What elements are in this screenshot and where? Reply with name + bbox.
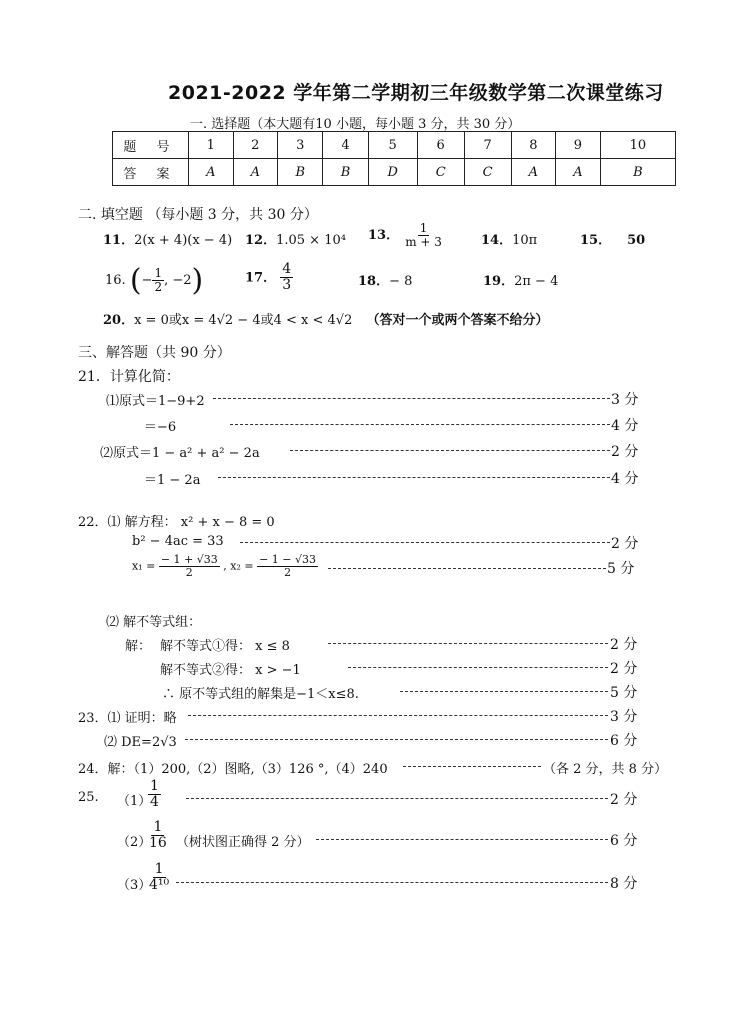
q13-number: 13． xyxy=(368,228,400,244)
table-row xyxy=(113,159,676,186)
q22-x2-numerator: − 1 − √33 xyxy=(259,553,317,566)
q17 xyxy=(245,262,293,294)
dash-leader xyxy=(176,882,608,883)
q15-number: 15． xyxy=(580,233,612,248)
q16-denominator: 2 xyxy=(154,280,163,294)
q25-part1-numerator: 1 xyxy=(150,778,159,794)
dash-leader xyxy=(185,739,608,740)
q25-part1-label: （1） xyxy=(117,794,152,809)
table-cell: 7 xyxy=(464,132,511,159)
q16-close-paren: ) xyxy=(191,263,204,298)
q21-line3-score: 2 分 xyxy=(611,444,639,460)
q16 xyxy=(105,263,203,298)
dash-leader xyxy=(328,643,608,644)
q11-answer: 2(x + 4)(x − 4) xyxy=(134,233,233,248)
q25-part2-answer xyxy=(147,820,169,852)
q23-line1-score: 3 分 xyxy=(610,709,638,725)
q13-fraction xyxy=(403,222,444,249)
q13 xyxy=(368,222,444,249)
q22-x2-denominator: 2 xyxy=(284,566,292,580)
q25-part3-fraction xyxy=(147,862,171,894)
answer-table xyxy=(112,131,676,186)
q25-part2-numerator: 1 xyxy=(153,819,163,835)
q23-line2: ⑵ DE=2√3 xyxy=(104,735,177,750)
q24-line: 24．解：（1）200,（2）图略,（3）126 °,（4）240 xyxy=(78,762,388,777)
dash-leader xyxy=(348,667,608,668)
table-cell: B xyxy=(278,159,323,186)
table-cell: B xyxy=(323,159,368,186)
q16-open-paren: ( xyxy=(129,263,142,298)
q17-numerator: 4 xyxy=(282,261,292,277)
q22-x1-fraction xyxy=(159,554,220,579)
q21-line4-score: 4 分 xyxy=(611,471,639,487)
q22-x2-label: , x₂ = xyxy=(223,559,254,573)
q20-answer: x = 0或x = 4√2 − 4或4 < x < 4√2 xyxy=(134,313,353,328)
table-row xyxy=(113,132,676,159)
q25-part3-answer xyxy=(147,862,171,894)
q22-solve-line1: 解不等式①得： x ≤ 8 xyxy=(160,639,290,654)
q20-number: 20． xyxy=(103,313,135,328)
q13-numerator: 1 xyxy=(419,221,428,235)
table-cell: 8 xyxy=(511,132,556,159)
dash-leader xyxy=(400,691,608,692)
dash-leader xyxy=(230,424,610,425)
q16-minus: − xyxy=(141,273,153,288)
section2-heading: 二. 填空题 （每小题 3 分，共 30 分） xyxy=(78,207,318,223)
q25-part2-score: 6 分 xyxy=(610,833,638,849)
q11 xyxy=(103,229,232,248)
q25-part1-score: 2 分 xyxy=(610,792,638,808)
table-cell: 5 xyxy=(368,132,417,159)
table-cell: A xyxy=(189,159,234,186)
q22-x1-label: x₁ = xyxy=(132,559,156,573)
table-cell: 9 xyxy=(556,132,601,159)
q21-line1: ⑴原式＝1−9+2 xyxy=(106,394,205,409)
q17-fraction xyxy=(280,262,293,294)
q16-numerator: 1 xyxy=(154,265,163,280)
q25-part1-fraction xyxy=(148,779,161,811)
q18-number: 18． xyxy=(358,274,390,289)
q22-x2-fraction xyxy=(257,554,318,579)
dash-leader xyxy=(213,398,610,399)
q18-answer: − 8 xyxy=(389,274,413,289)
q18 xyxy=(358,270,412,289)
q17-number: 17． xyxy=(245,270,277,286)
dash-leader xyxy=(188,715,608,716)
q22-x1-denominator: 2 xyxy=(185,566,193,580)
q15-answer: 50 xyxy=(627,233,646,248)
q22-roots-score: 5 分 xyxy=(607,561,635,577)
dash-leader xyxy=(316,839,608,840)
q21-title: 21．计算化简： xyxy=(78,369,180,385)
table-cell: 3 xyxy=(278,132,323,159)
q13-denominator: m + 3 xyxy=(405,235,442,250)
q14-number: 14． xyxy=(481,233,513,248)
q22-line1: 22．⑴ 解方程： x² + x − 8 = 0 xyxy=(78,515,275,530)
q19-number: 19． xyxy=(483,274,515,289)
table-cell: 2 xyxy=(233,132,278,159)
q21-line3: ⑵原式＝1 − a² + a² − 2a xyxy=(100,446,260,461)
q22-solve-line2: 解不等式②得： x > −1 xyxy=(160,663,301,678)
q19-answer: 2π − 4 xyxy=(514,274,559,289)
section1-heading: 一. 选择题（本大题有10 小题，每小题 3 分，共 30 分） xyxy=(190,117,521,132)
q22-x1-numerator: − 1 + √33 xyxy=(160,553,218,566)
q12-answer: 1.05 × 10⁴ xyxy=(276,233,346,248)
table-header-cell: 题 号 xyxy=(113,132,189,159)
q25-part3-denominator: 4¹⁰ xyxy=(149,877,170,894)
q22-line2: b² − 4ac = 33 xyxy=(132,534,224,549)
q16-fraction xyxy=(152,267,164,294)
q25-part2-label: （2） xyxy=(117,835,152,850)
table-cell: A xyxy=(233,159,278,186)
table-cell: 10 xyxy=(600,132,675,159)
q25-part1-answer xyxy=(148,779,161,811)
table-cell: D xyxy=(368,159,417,186)
q20 xyxy=(103,309,549,328)
table-cell: 4 xyxy=(323,132,368,159)
q25-number: 25. xyxy=(78,790,99,805)
table-cell: A xyxy=(511,159,556,186)
dash-leader xyxy=(240,542,610,543)
q17-denominator: 3 xyxy=(282,277,292,294)
q14-answer: 10π xyxy=(512,233,538,248)
q22-roots xyxy=(132,554,318,579)
q22-solve-prefix: 解： xyxy=(125,639,152,654)
q25-part3-score: 8 分 xyxy=(610,876,638,892)
q16-number: 16. xyxy=(105,273,126,288)
q21-line1-score: 3 分 xyxy=(611,392,639,408)
dash-leader xyxy=(328,568,606,569)
q20-note: （答对一个或两个答案不给分） xyxy=(366,313,549,328)
q16-second: , −2 xyxy=(164,273,192,288)
q25-part2-note: （树状图正确得 2 分） xyxy=(176,835,310,850)
table-cell: 1 xyxy=(189,132,234,159)
section3-heading: 三、解答题（共 90 分） xyxy=(78,345,231,361)
dash-leader xyxy=(218,477,610,478)
table-cell: 6 xyxy=(417,132,464,159)
q22-solve-line3: ∴ 原不等式组的解集是−1＜x≤8. xyxy=(162,687,359,702)
q21-line2: ＝−6 xyxy=(144,420,177,435)
table-header-cell: 答 案 xyxy=(113,159,189,186)
q25-part1-denominator: 4 xyxy=(150,794,159,811)
table-cell: B xyxy=(600,159,675,186)
dash-leader xyxy=(403,766,541,767)
table-cell: A xyxy=(556,159,601,186)
q11-number: 11． xyxy=(103,233,135,248)
table-cell: C xyxy=(417,159,464,186)
dash-leader xyxy=(186,798,608,799)
q12 xyxy=(245,229,346,248)
q15 xyxy=(580,229,645,248)
q22-line2-score: 2 分 xyxy=(611,536,639,552)
q24-score: （各 2 分，共 8 分） xyxy=(543,762,668,777)
page-title: 2021-2022 学年第二学期初三年级数学第二次课堂练习 xyxy=(168,82,664,104)
dash-leader xyxy=(290,450,610,451)
q22-part2: ⑵ 解不等式组： xyxy=(106,615,202,630)
q25-part2-denominator: 16 xyxy=(149,835,167,852)
q12-number: 12． xyxy=(245,233,277,248)
q21-line4: ＝1 − 2a xyxy=(144,473,201,488)
q22-solve-line3-score: 5 分 xyxy=(610,685,638,701)
q25-part3-label: （3） xyxy=(117,878,152,893)
q22-solve-line2-score: 2 分 xyxy=(610,661,638,677)
q19 xyxy=(483,270,558,289)
q22-solve-line1-score: 2 分 xyxy=(610,637,638,653)
q23-line2-score: 6 分 xyxy=(610,733,638,749)
q25-part2-fraction xyxy=(147,820,169,852)
table-cell: C xyxy=(464,159,511,186)
q21-line2-score: 4 分 xyxy=(611,418,639,434)
q23-line1: 23．⑴ 证明：略 xyxy=(78,711,177,726)
q14 xyxy=(481,229,537,248)
q25-part3-numerator: 1 xyxy=(154,861,164,877)
